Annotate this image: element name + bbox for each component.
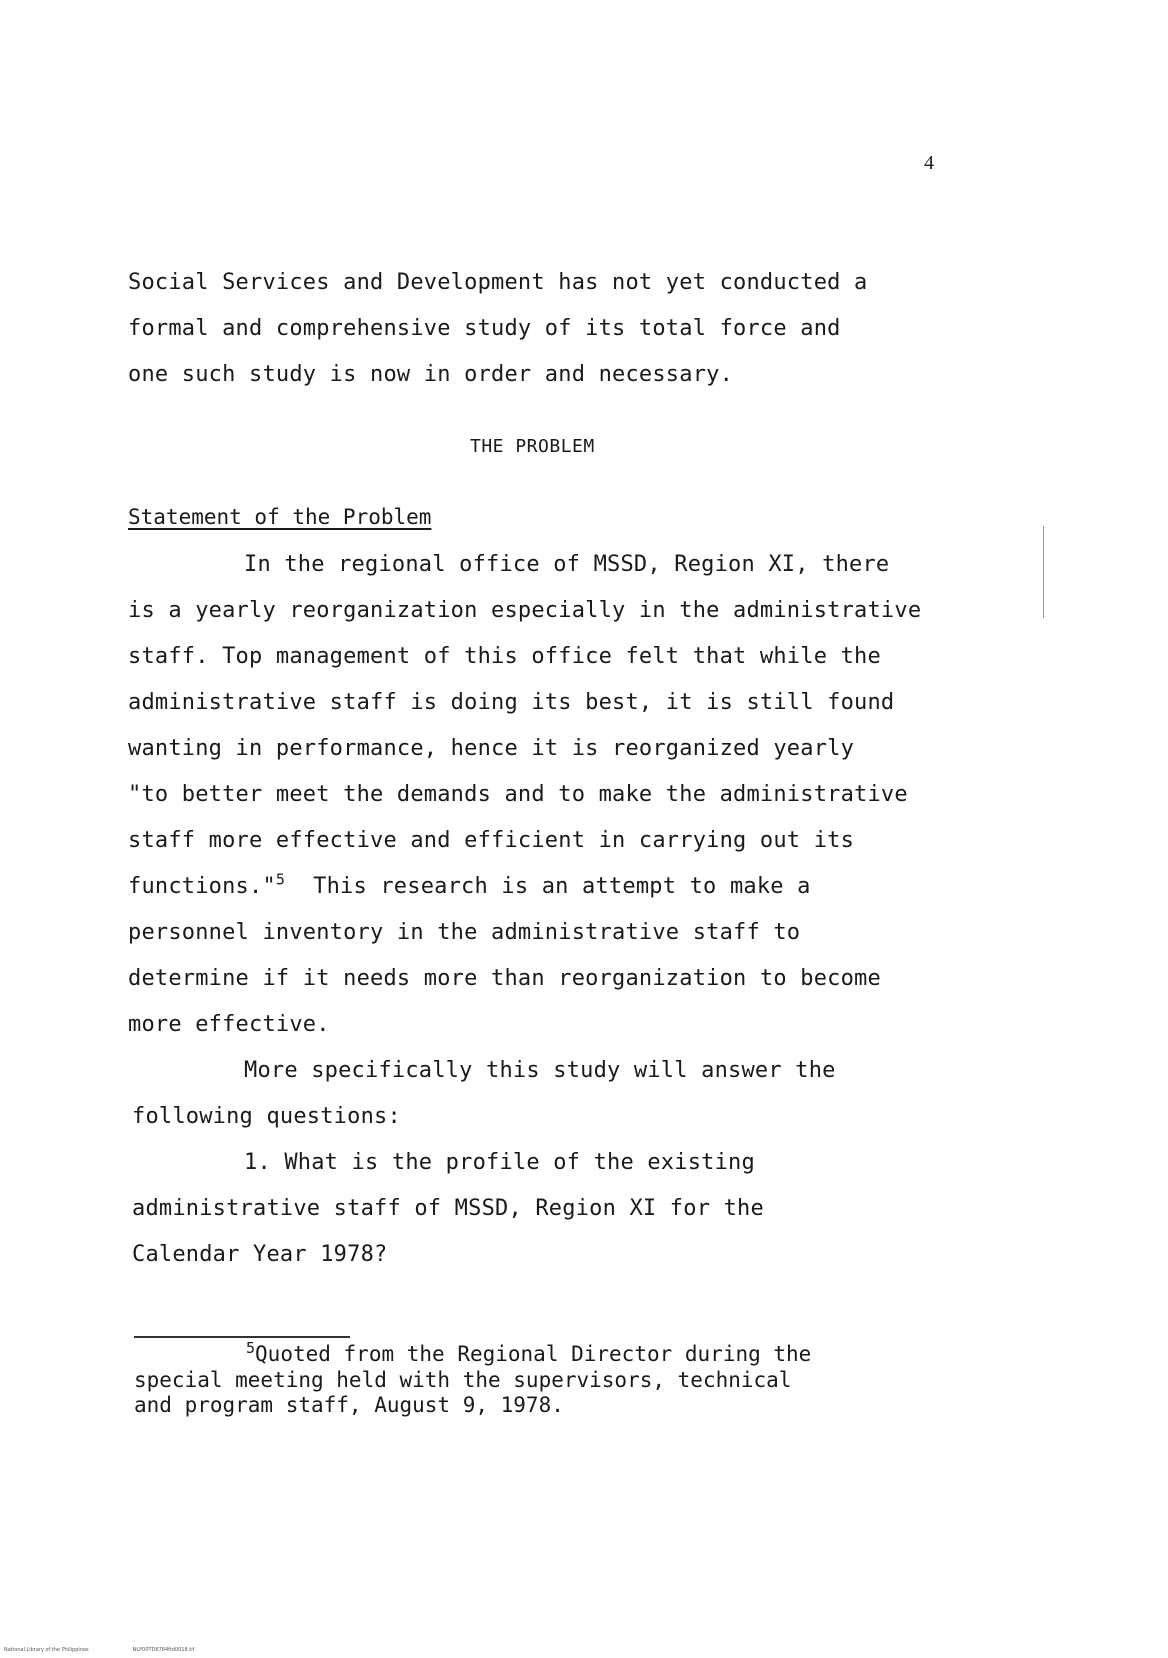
text-line: Calendar Year 1978? <box>132 1242 388 1267</box>
subsection-heading: Statement of the Problem <box>128 505 432 529</box>
footnote-line: and program staff, August 9, 1978. <box>134 1393 564 1417</box>
footnote-marker: 5 <box>246 1339 256 1357</box>
text-line: formal and comprehensive study of its total force and <box>128 316 841 341</box>
text-line: administrative staff is doing its best, it is still found <box>128 690 895 715</box>
text-line: "to better meet the demands and to make the administrative <box>128 782 908 807</box>
footnote-line <box>246 1339 812 1366</box>
section-heading: THE PROBLEM <box>470 436 595 457</box>
text-line: staff more effective and efficient in carrying out its <box>128 828 855 853</box>
scan-footer <box>4 1647 194 1653</box>
text-span: Quoted from the Regional Director during the <box>255 1342 812 1366</box>
text-line: is a yearly reorganization especially in the administrative <box>128 598 922 623</box>
text-line: wanting in performance, hence it is reorganized yearly <box>128 736 855 761</box>
footnote-divider <box>134 1336 350 1338</box>
text-line: Social Services and Development has not yet conducted a <box>128 270 868 295</box>
text-line: following questions: <box>132 1104 401 1129</box>
text-line: personnel inventory in the administrative staff to <box>128 920 801 945</box>
text-span: This research is an attempt to make a <box>313 874 811 899</box>
footnote-reference: 5 <box>275 870 286 889</box>
text-line: more effective. <box>128 1012 330 1037</box>
text-line: staff. Top management of this office felt that while the <box>128 644 881 669</box>
text-line: determine if it needs more than reorganization to become <box>128 966 881 991</box>
scan-margin-mark <box>1043 526 1044 618</box>
text-line: More specifically this study will answer the <box>244 1058 836 1083</box>
text-line: administrative staff of MSSD, Region XI for the <box>132 1196 764 1221</box>
footnote-line: special meeting held with the supervisors, technical <box>134 1368 792 1392</box>
library-label: National Library of the Philippines <box>4 1647 89 1653</box>
text-line <box>128 870 811 899</box>
page-number: 4 <box>924 152 934 174</box>
text-line: In the regional office of MSSD, Region XI, there <box>244 552 890 577</box>
text-line: one such study is now in order and necessary. <box>128 362 734 387</box>
text-line: 1. What is the profile of the existing <box>244 1150 755 1175</box>
file-label: NLP00TD6784ftd0018.tif <box>132 1647 195 1653</box>
quote-end: functions." <box>128 874 276 899</box>
